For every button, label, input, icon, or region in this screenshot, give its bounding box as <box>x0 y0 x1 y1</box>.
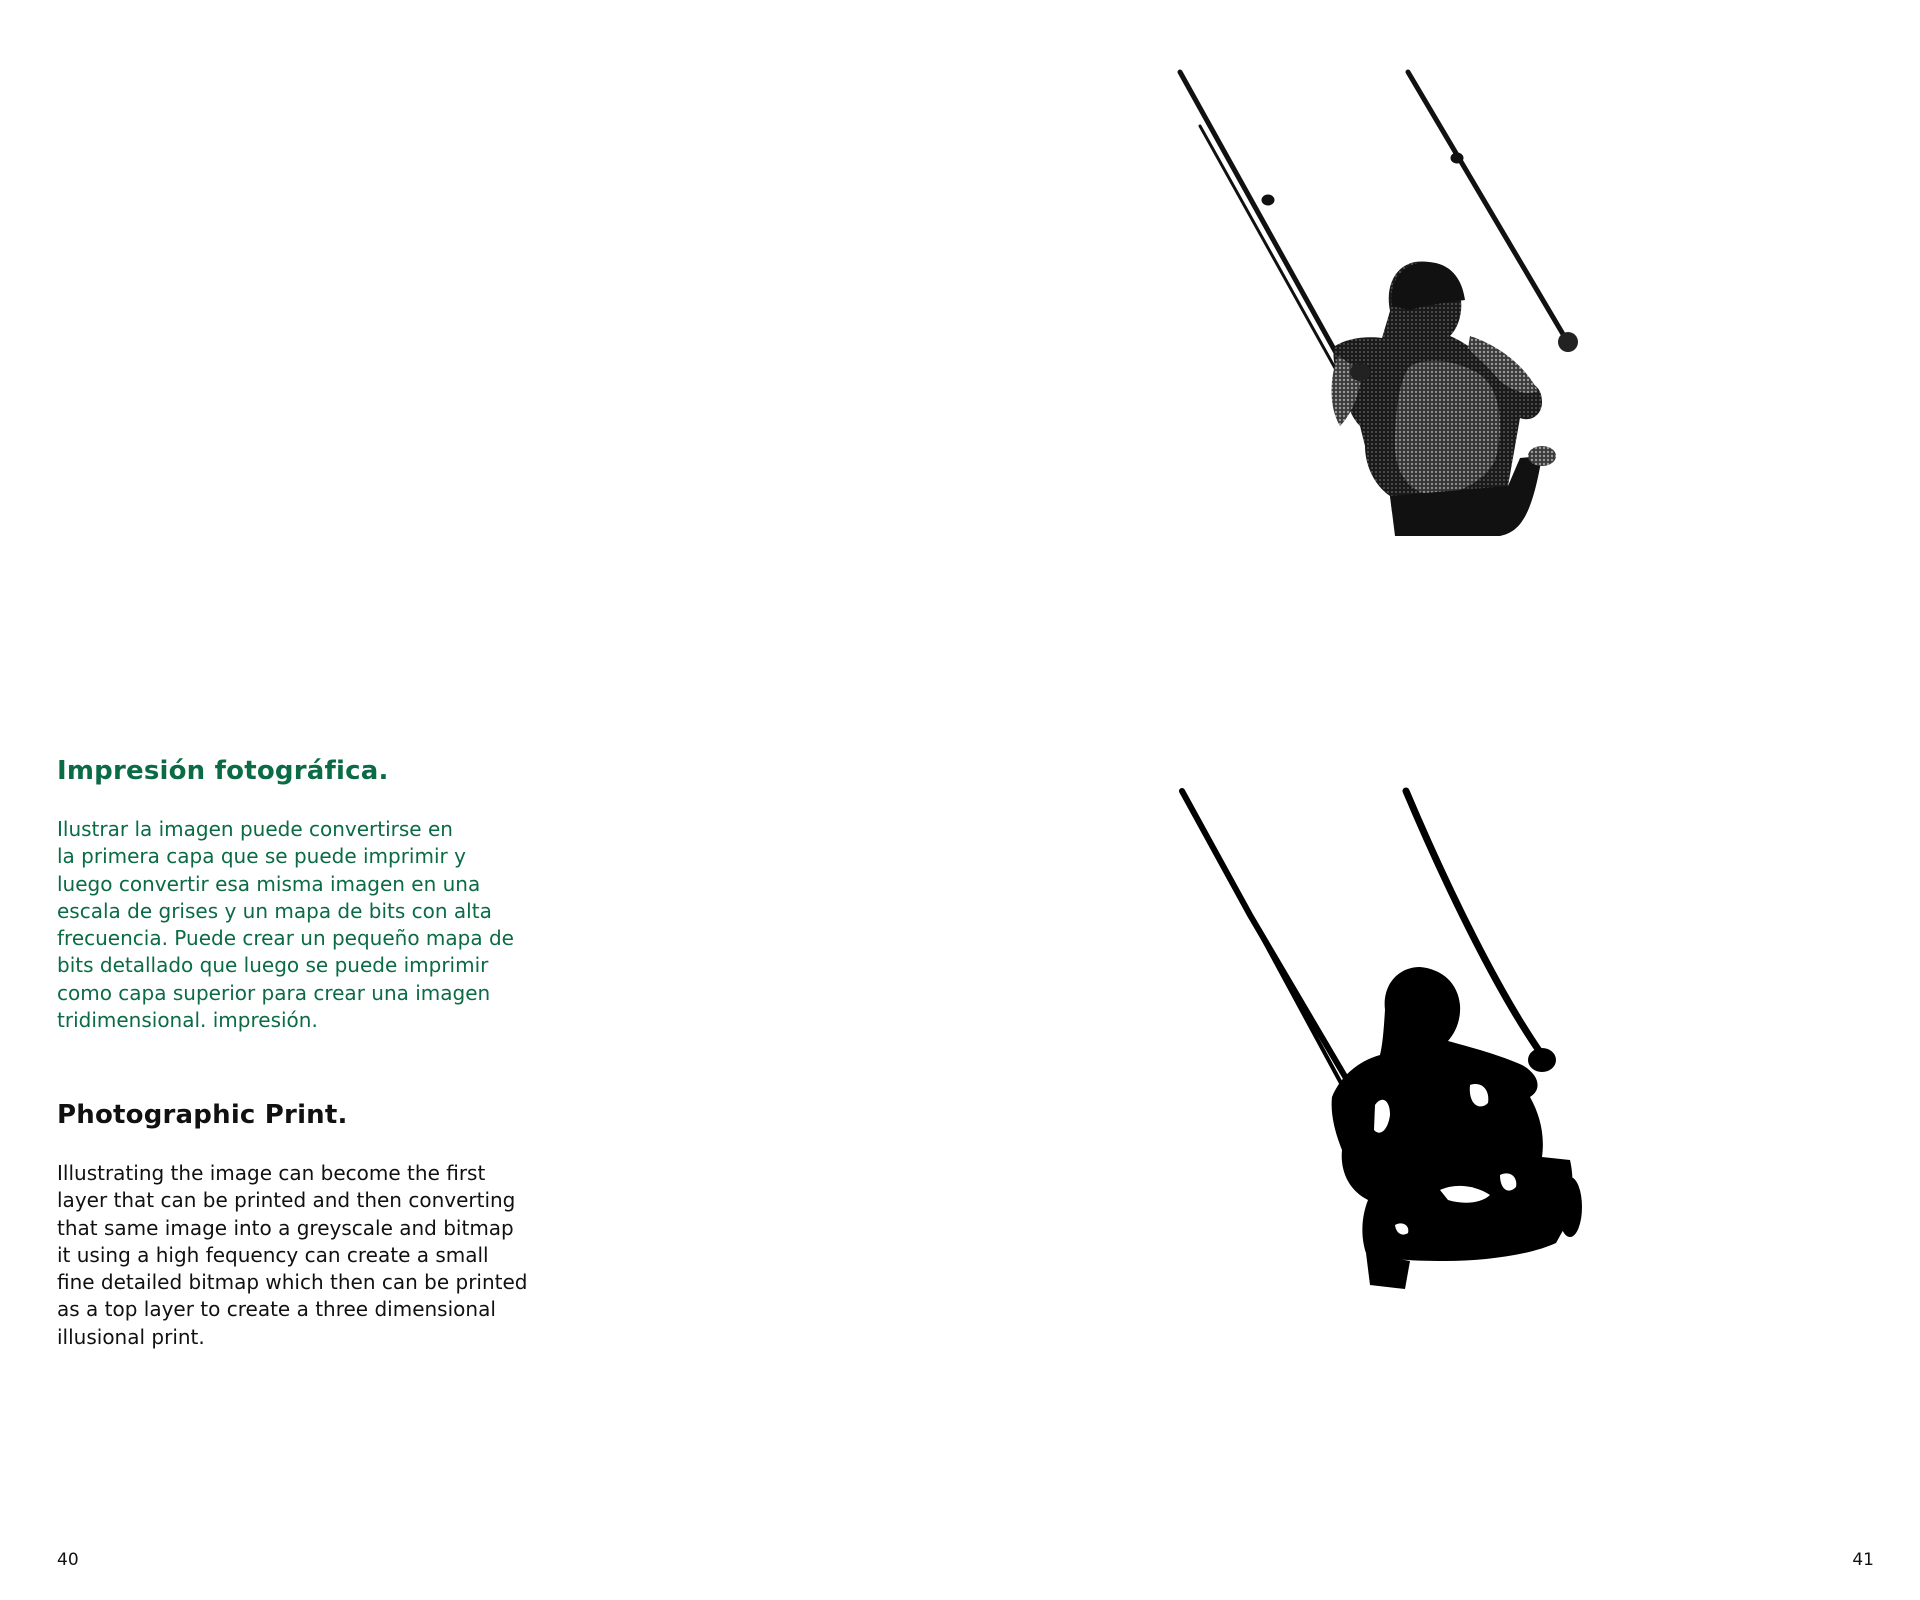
english-body-line: Illustrating the image can become the first <box>57 1161 486 1185</box>
swing-person-bitmap <box>1332 967 1582 1289</box>
page-number-right: 41 <box>1852 1550 1874 1570</box>
english-body-line: it using a high fequency can create a small <box>57 1242 489 1267</box>
swing-person-silhouette <box>1332 262 1579 536</box>
page-number-left: 40 <box>57 1550 79 1570</box>
english-body <box>57 1160 527 1351</box>
spanish-body <box>57 816 527 1034</box>
english-body-line: illusional print. <box>57 1324 205 1349</box>
spanish-body-line: tridimensional. impresión. <box>57 1008 318 1033</box>
spanish-body-line: escala de grises y un mapa de bits con alta <box>57 898 492 923</box>
swing-ropes-silhouette <box>1182 791 1542 1085</box>
swing-halftone-photo <box>1170 66 1690 596</box>
english-body-line: layer that can be printed and then converting <box>57 1188 516 1213</box>
english-body-line: that same image into a greyscale and bitmap <box>57 1215 514 1240</box>
spanish-heading: Impresión fotográfica. <box>57 756 389 786</box>
swing-bitmap-silhouette <box>1170 785 1690 1315</box>
english-body-line: as a top layer to create a three dimensional <box>57 1297 496 1322</box>
spanish-body-line: frecuencia. Puede crear un pequeño mapa de <box>57 926 514 951</box>
english-body-line: fine detailed bitmap which then can be printed <box>57 1270 528 1295</box>
spanish-body-line: Ilustrar la imagen puede convertirse en <box>57 817 453 841</box>
english-heading: Photographic Print. <box>57 1100 348 1130</box>
spanish-body-line: luego convertir esa misma imagen en una <box>57 871 481 896</box>
spanish-body-line: la primera capa que se puede imprimir y <box>57 844 466 869</box>
spanish-body-line: bits detallado que luego se puede imprimir <box>57 953 489 978</box>
spanish-body-line: como capa superior para crear una imagen <box>57 980 491 1005</box>
